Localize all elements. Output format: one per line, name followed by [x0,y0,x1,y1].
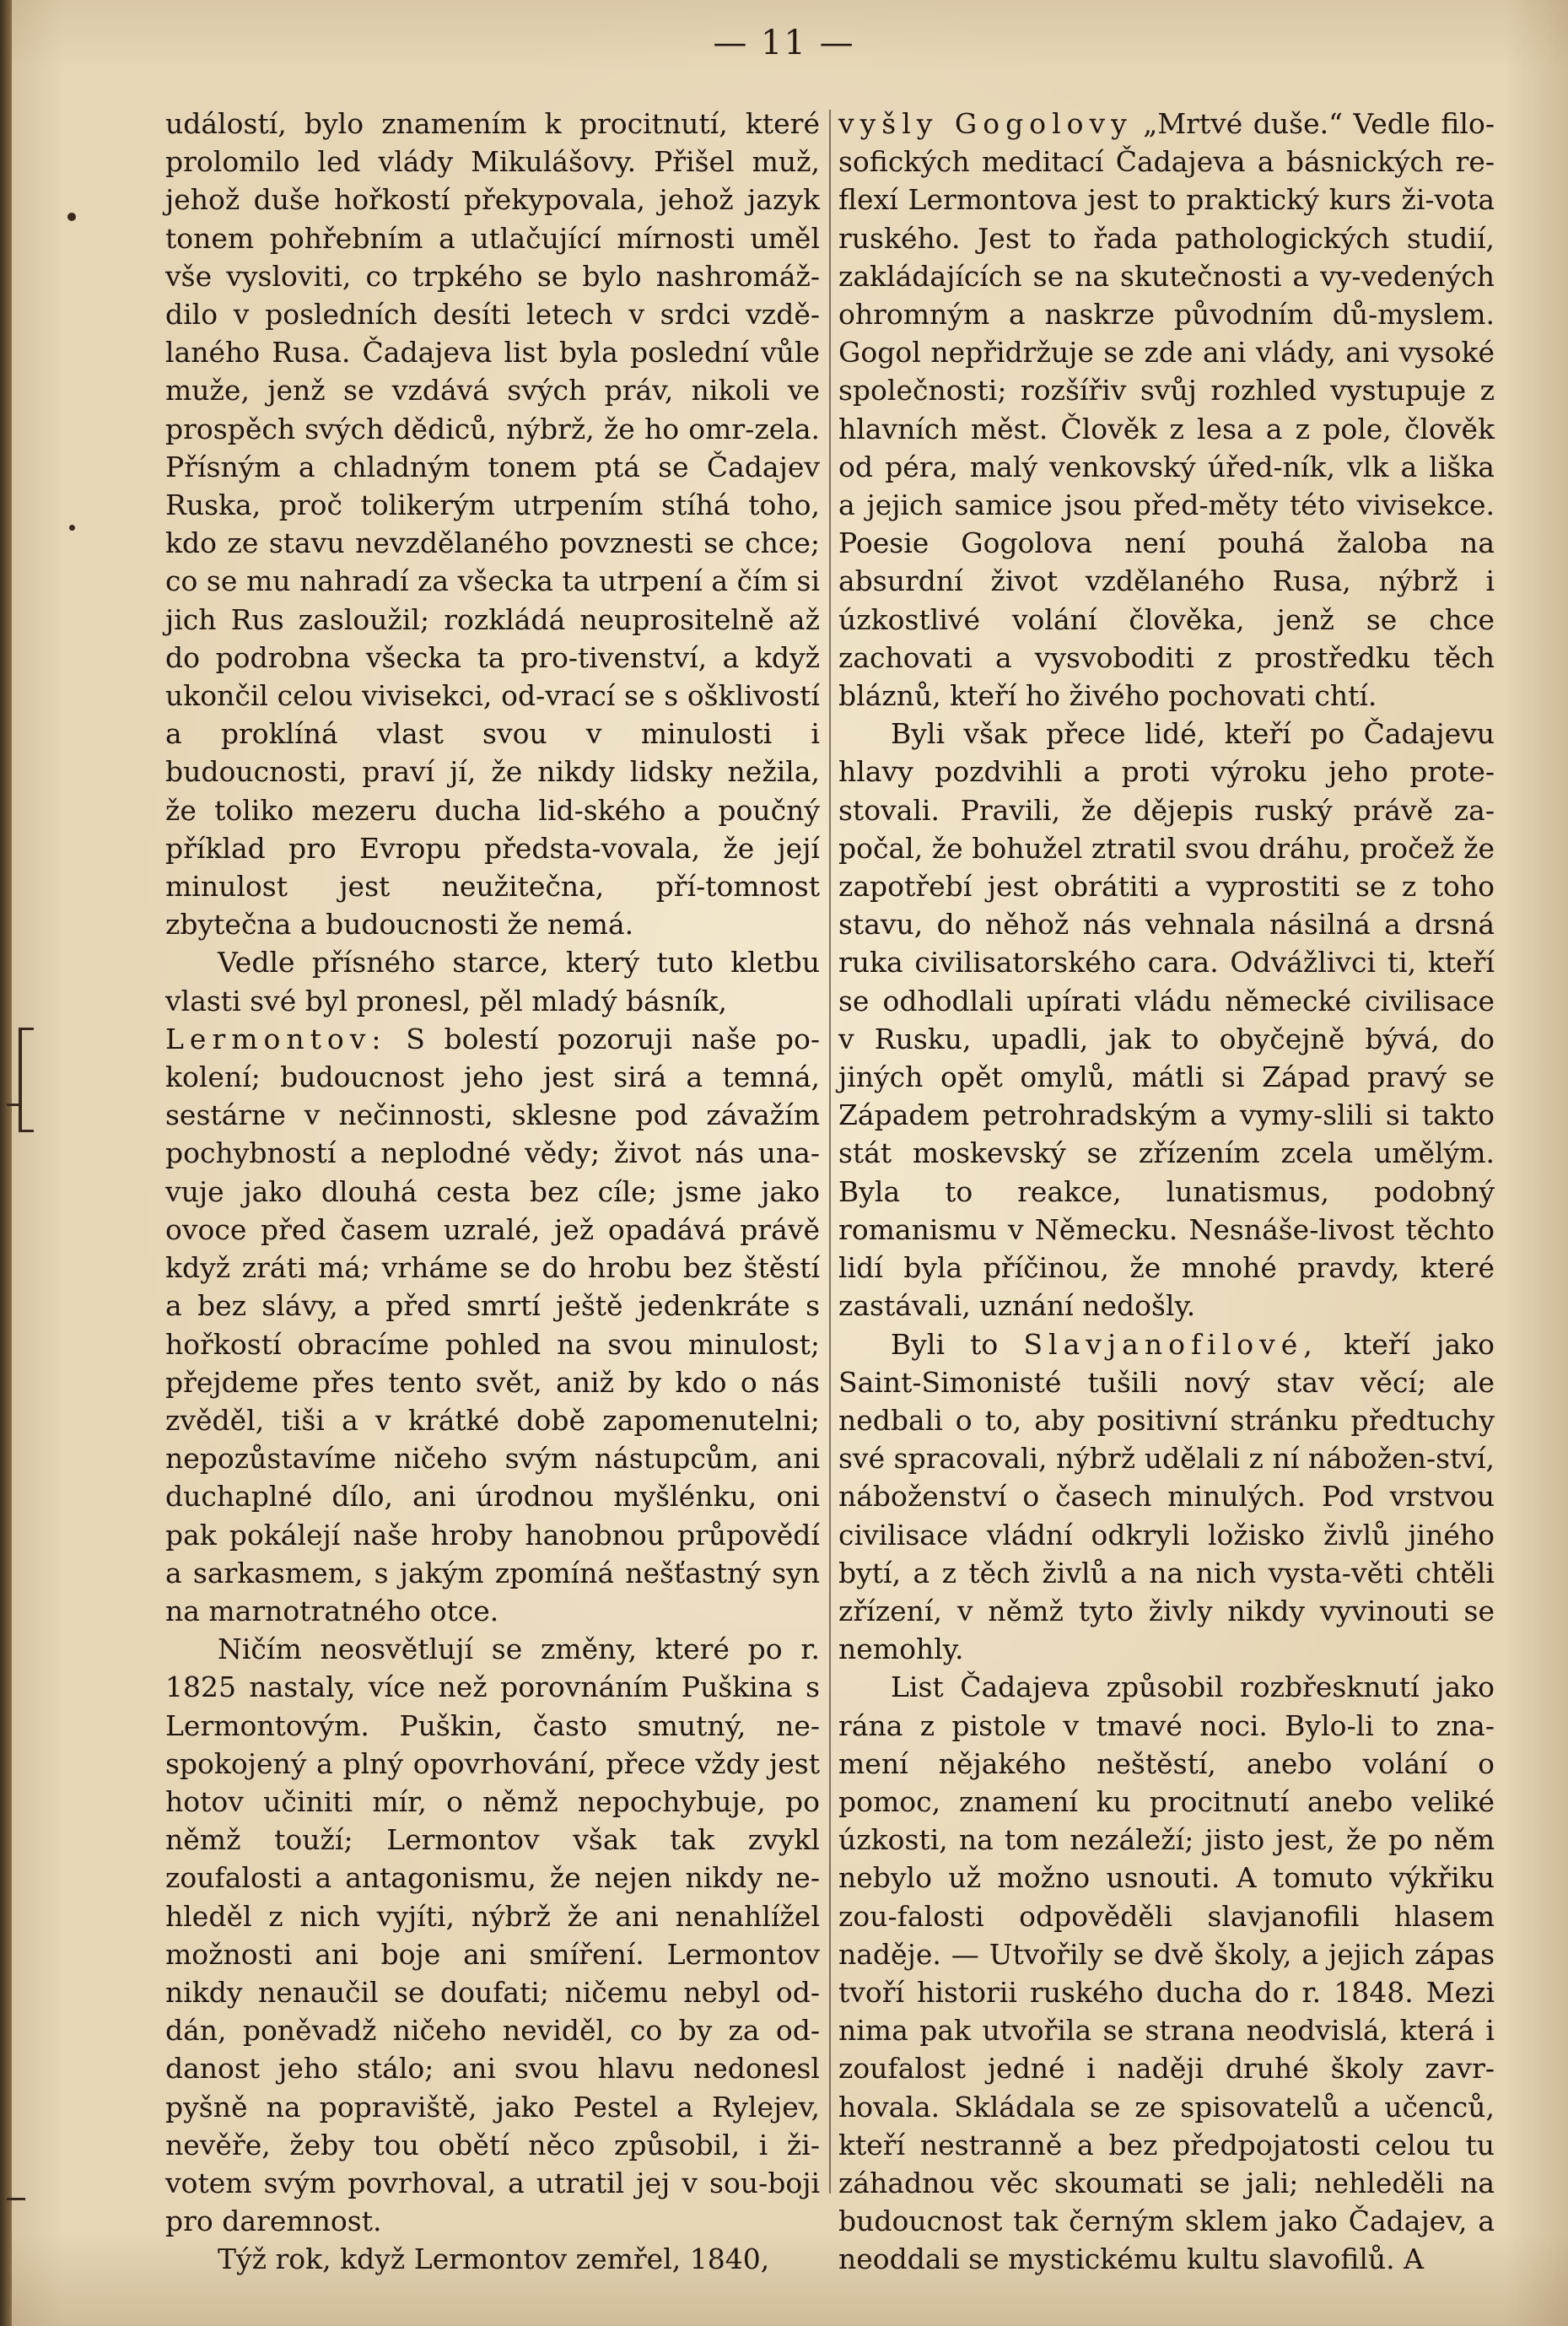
text-line: událostí, bylo znamením k procitnutí, které [165,107,820,140]
text-line: — Utvořily se dvě školy, a jejich zápas [951,1937,1495,1971]
text-line: už možno usnouti. A tomuto výkřiku zou- [838,1861,1495,1933]
text-line: pak pokálejí naše hroby hanobnou průpovědí [165,1518,820,1552]
text-line: prolomilo led vlády Mikulášovy. Přišel muž, [165,145,820,179]
text-line: vedených ohromným a naskrze původním dů- [838,259,1495,332]
text-line: nikdy nenaučil se doufati; ničemu nebyl od- [165,1975,820,2009]
text-line: vlasti své byl pronesl, pěl mladý básník, [165,984,728,1017]
text-line: pravdy, které zastávali, uznání nedošly. [838,1251,1495,1323]
text-line: S bolestí pozoruji naše po- [386,1022,820,1055]
text-line: flexí Lermontova jest to praktický kurs ži- [838,183,1435,217]
text-line: livost těchto lidí byla příčinou, že mnohé [838,1212,1495,1285]
text-line: se chce; co se mu nahradí za všecka ta [165,526,820,598]
text-line: myslem. Gogol nepřidržuje se zde ani vlády, [838,298,1495,370]
text-line: dilo v posledních desíti letech v srdci vzdě- [165,298,820,332]
text-line: Týž rok, když Lermontov zemřel, 1840, [218,2242,770,2276]
text-line: utrpení a čím si jich Rus zasloužil; rozkládá [165,564,820,636]
text-line: pyšně na popraviště, jako Pestel a Rylejev, [165,2090,820,2124]
text-line: své spracovali, nýbrž udělali z ní nábožen- [838,1442,1436,1476]
text-line: laného Rusa. Čadajeva list byla poslední [165,336,749,370]
text-line: rána z pistole v tmavé noci. Bylo-li to zna- [838,1708,1495,1742]
text-line: v minulosti i budoucnosti, praví jí, že nikdy [165,717,820,789]
paragraph [838,715,1495,1325]
text-line: když zráti má; vrháme se do hrobu bez štěstí [165,1251,820,1285]
spaced-name: Slavjanofilové, [1023,1327,1318,1361]
left-text-column [165,105,820,2279]
text-line: nedbali o to, aby positivní stránku předtuchy [838,1403,1495,1437]
text-line: boji pro daremnost. [165,2166,820,2238]
text-line: nepozůstavíme ničeho svým nástupcům, ani [165,1442,820,1476]
text-line: bývá, do jiných opět omylů, mátli si Západ [838,1022,1495,1094]
text-line: vuje jako dlouhá cesta bez cíle; jsme jako [165,1174,820,1208]
text-line: Vedle přísného starce, který tuto kletbu [218,946,820,980]
text-line: na marnotratného otce. [165,1594,499,1627]
text-line: že zapotřebí jest obrátiti a vyprostiti se z [838,831,1495,904]
text-line: vrací se s ošklivostí a proklíná vlast svou [165,679,820,751]
text-line: hovala. Skládala se ze spisovatelů a učenců, [838,2090,1495,2124]
text-line: a neoddali se mystickému kultu slavofilů. A [838,2205,1495,2276]
text-line: budoucnost tak černým sklem jako Čadajev, [838,2205,1468,2238]
text-line: hořkostí obracíme pohled na svou minulost; [165,1327,820,1361]
text-line: jehož duše hořkostí překypovala, jehož jazyk [165,183,820,217]
margin-tick-mark [7,2198,25,2200]
text-line: ského a poučný příklad pro Evropu předsta- [165,793,820,865]
text-line: slili si takto stát moskevský se zřízením [838,1098,1495,1170]
text-line: zvěděl, tiši a v krátké době zapomenutelni; [165,1403,820,1437]
text-line: přejdeme přes tento svět, aniž by kdo o nás [165,1365,820,1399]
paragraph [838,1325,1495,1669]
text-line: kteří nestranně a bez předpojatosti celou tu [838,2128,1495,2161]
text-line: civilisace v Rusku, upadli, jak to obyčejně [838,984,1495,1055]
text-line: jest hotov učiniti mír, o němž nepochybuje, [165,1746,820,1818]
text-line: měty této vivisekce. Poesie Gogolova není [838,488,1495,560]
text-line: pochybností a neplodné vědy; život nás una- [165,1136,820,1170]
text-line: vovala, že její minulost jest neužitečna, pří- [165,831,820,904]
text-line: vyvinouti se nemohly. [838,1594,1495,1666]
spaced-name: Lermontov: [165,1022,387,1055]
text-line: studií, zakládajících se na skutečnosti a vy- [838,221,1495,293]
margin-bracket-mark [19,1028,34,1132]
text-line: podobný romanismu v Německu. Nesnáše- [838,1174,1495,1246]
text-line: mení nějakého neštěstí, anebo volání o pomoc, [838,1746,1495,1818]
text-line: ve prospěch svých dědiců, nýbrž, že ho omr- [165,374,820,445]
text-line: pouhá žaloba na absurdní život vzdělaného [838,526,1495,598]
text-line: pravý se Západem petrohradským a vymy- [838,1060,1495,1132]
text-line: ovoce před časem uzralé, jež opadává právě [165,1212,820,1246]
text-line: zela. Přísným a chladným tonem ptá se [165,412,820,483]
text-line: zoufalosti a antagonismu, že nejen nikdy ne- [165,1861,820,1895]
text-line: znamení ku procitnutí anebo veliké úzkosti, na [838,1784,1495,1857]
text-line: vše vysloviti, co trpkého se bylo nashromáž- [165,259,820,293]
text-line: votem svým povrhoval, a utratil jej v sou- [165,2166,768,2199]
paragraph [165,1020,820,1630]
paragraph [165,1630,820,2240]
text-line: Čadajev Ruska, proč tolikerým utrpením stíhá [165,450,820,522]
text-line: sofických meditací Čadajeva a básnických re- [838,145,1495,179]
text-line: věti chtěli zřízení, v němž tyto živly nikdy [838,1556,1495,1627]
text-line: 1825 nastaly, více než porovnáním Puškina [165,1670,793,1704]
paragraph-lead: Byli to [891,1327,1024,1361]
text-line: hleděl z nich vyjíti, nýbrž že ani nenahlížel [165,1899,820,1933]
margin-dot-mark [69,525,75,531]
column-separator [829,110,831,2194]
text-line: jiného bytí, a z těch živlů a na nich vysta- [838,1518,1495,1589]
text-line: vrstvou civilisace vládní odkryli ložisko živlů [838,1480,1495,1552]
text-line: po němž touží; Lermontov však tak zvykl [165,1784,820,1857]
text-line: List Čadajeva způsobil rozbřesknutí jako [891,1670,1495,1704]
page-binding-edge [0,0,12,2326]
text-line: zcela umělým. Byla to reakce, lunatismus, [838,1136,1495,1208]
text-line: dán, poněvadž ničeho neviděl, co by za od- [165,2014,820,2048]
paragraph [838,105,1495,715]
text-line: „Mrtvé duše.“ Vedle filo- [1132,107,1495,140]
text-line: Byli však přece lidé, kteří po Čadajevu [891,717,1495,751]
text-line: možnosti ani boje ani smíření. Lermontov [165,1937,820,1971]
text-line: sestárne v nečinnosti, sklesne pod závažím [165,1098,820,1132]
margin-tick-mark [7,1104,20,1106]
text-line: tivenství, a když ukončil celou vivisekci, od- [165,640,820,713]
text-line: duchaplné dílo, ani úrodnou myšlénku, oni [165,1480,820,1514]
text-line: nevěře, žeby tou obětí něco způsobil, i ži- [165,2128,820,2161]
text-line: ník, vlk a liška a jejich samice jsou před- [838,450,1495,522]
text-line: hlavy pozdvihli a proti výroku jeho prote- [838,755,1495,789]
text-line: falosti odpověděli slavjanofili hlasem naděje. [838,1899,1495,1971]
spaced-name: vyšly Gogolovy [838,107,1133,140]
paragraph [838,1668,1495,2278]
text-line: toho, kdo ze stavu nevzdělaného povznesti [165,488,820,560]
text-line: ství, náboženství o časech minulých. Pod [838,1442,1495,1514]
text-line: tonem pohřebním a utlačující mírnosti uměl [165,221,820,255]
text-line: a sarkasmem, s jakým zpomíná nešťastný syn [165,1556,820,1589]
text-line: nima pak utvořila se strana neodvislá, která [838,2014,1474,2048]
text-line: i zoufalost jedné i naději druhé školy zavr- [838,2014,1495,2086]
text-line: Rusa, nýbrž i úzkostlivé volání člověka, jenž [838,564,1495,636]
right-text-column [838,105,1495,2279]
text-line: těch bláznů, kteří ho živého pochovati chtí. [838,640,1495,713]
paragraph [165,943,820,1019]
text-line: ani vysoké společnosti; rozšířiv svůj rozhled [838,336,1495,407]
paragraph [165,2240,820,2278]
text-line: vůle muže, jenž se vzdává svých práv, nikoli [165,336,820,407]
text-line: neuprositelně až do podrobna všecka ta pro- [165,602,820,674]
paragraph [165,105,820,943]
text-line: vystupuje z hlavních měst. Člověk z lesa a [838,374,1495,445]
margin-dot-mark [67,213,76,221]
text-line: počal, že bohužel ztratil svou dráhu, pročež [838,831,1455,865]
text-line: Saint-Simonisté tušili nový stav věcí; ale [838,1365,1495,1399]
text-line: s Lermontovým. Puškin, často smutný, ne- [165,1670,820,1742]
text-line: danost jeho stálo; ani svou hlavu nedonesl [165,2052,820,2086]
text-line: Ničím neosvětlují se změny, které po r. [218,1633,820,1666]
text-line: kteří jako [1317,1327,1495,1361]
text-line: kolení; budoucnost jeho jest sirá a temná, [165,1060,820,1094]
text-line: toho stavu, do něhož nás vehnala násilná a [838,870,1495,942]
text-line: lidsky nežila, že toliko mezeru ducha lid- [165,755,820,827]
text-line: záhadnou věc skoumati se jali; nehleděli na [838,2166,1495,2199]
text-line: a bez slávy, a před smrtí ještě jedenkráte s [165,1289,820,1323]
text-line: drsná ruka civilisatorského cara. Odvážlivci [838,908,1495,980]
text-line: tomnost zbytečna a budoucnosti že nemá. [165,870,820,942]
text-line: vota ruského. Jest to řada pathologických [838,183,1495,255]
text-line: tvoří historii ruského ducha do r. 1848. Mezi [838,1975,1495,2009]
text-line: stovali. Pravili, že dějepis ruský právě za- [838,793,1495,827]
text-line: ti, kteří se odhodlali upírati vládu německé [838,946,1495,1017]
text-line: se chce zachovati a vysvoboditi z prostředku [838,602,1495,674]
text-line: spokojený a plný opovrhování, přece vždy [165,1746,760,1780]
text-line: tom nezáleží; jisto jest, že po něm nebylo [838,1823,1495,1895]
page-number-header: — 11 — [713,24,855,62]
text-line: z pole, člověk od péra, malý venkovský úřed- [838,412,1495,483]
